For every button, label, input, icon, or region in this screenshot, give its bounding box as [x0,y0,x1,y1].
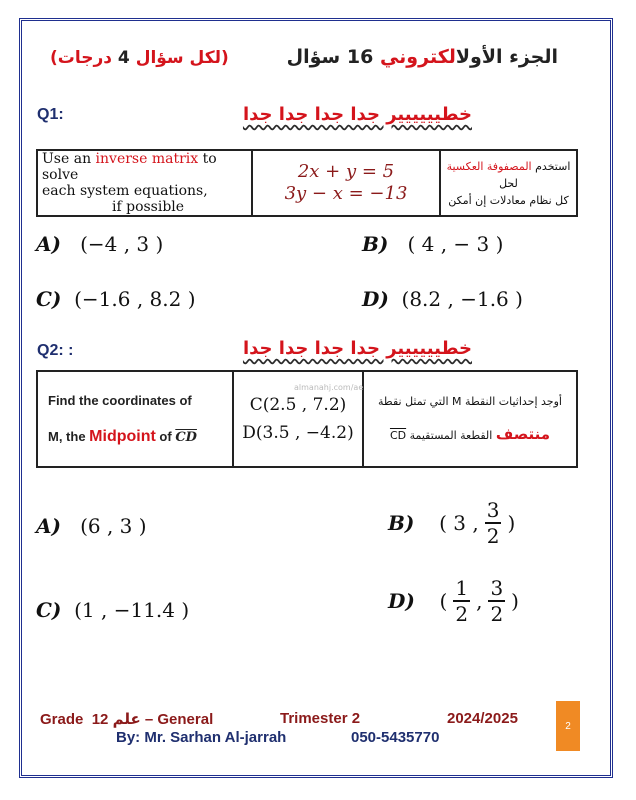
q2-label: Q2: : [37,342,74,359]
fraction-3-2: $\frac{3}{2}$ [490,576,504,626]
q1-arabic-instruction: استخدم المصفوفة العكسية لحل كل نظام معادلات إن أمكن [440,150,577,216]
q2-option-b[interactable]: B) ( 3 , $\frac{3}{2}$ ) [388,498,516,548]
q2-option-c[interactable]: C) (1 , −11.4 ) [36,598,190,622]
footer-author: By: Mr. Sarhan Al-jarrah [116,729,287,746]
footer-phone: 050-5435770 [351,729,440,746]
q2-option-a[interactable]: A) (6 , 3 ) [36,514,147,538]
page-number-badge: 2 [556,701,580,751]
watermark: almanahj.com/ae [294,383,364,392]
q1-table [36,149,578,217]
q1-label: Q1: [37,106,64,123]
footer-trimester: Trimester 2 [280,710,361,727]
q1-option-d[interactable]: D) (8.2 , −1.6 ) [362,287,523,311]
equation-2: 3y − x = −13 [284,183,408,204]
q2-english-instruction: Find the coordinates of M, the Midpoint of $\overline{CD}$ [37,371,233,467]
point-d: D(3.5 , −4.2) [242,423,354,443]
q1-option-c[interactable]: C) (−1.6 , 8.2 ) [36,287,196,311]
q1-option-a[interactable]: A) (−4 , 3 ) [36,232,164,256]
equation-1: 2x + y = 5 [297,161,395,182]
header-left-title: (لكل سؤال 4 درجات) [50,48,229,68]
q1-option-b[interactable]: B) ( 4 , − 3 ) [362,232,504,256]
fraction-3-2: $\frac{3}{2}$ [486,498,500,548]
q2-warning: خطيييييير جدا جدا جدا جدا [242,338,472,359]
q2-option-d[interactable]: D) ( $\frac{1}{2}$ , $\frac{3}{2}$ ) [388,576,519,626]
q1-warning: خطيييييير جدا جدا جدا جدا [242,104,472,125]
q1-english-instruction: Use an inverse matrix to solve each system equations, if possible [37,150,252,216]
footer-grade: Grade علم 12 – General [40,710,214,728]
footer-year: 2024/2025 [447,710,518,727]
header-right-title: الجزء الأولالكتروني 16 سؤال [286,46,558,68]
q2-arabic-instruction: أوجد إحداثيات النقطة M التي تمثل نقطة منتصف القطعة المستقيمة CD [363,371,577,467]
q2-table [36,370,578,468]
point-c: C(2.5 , 7.2) [249,395,347,415]
q1-equations [252,150,440,216]
fraction-1-2: $\frac{1}{2}$ [455,576,469,626]
q2-points [233,371,363,467]
